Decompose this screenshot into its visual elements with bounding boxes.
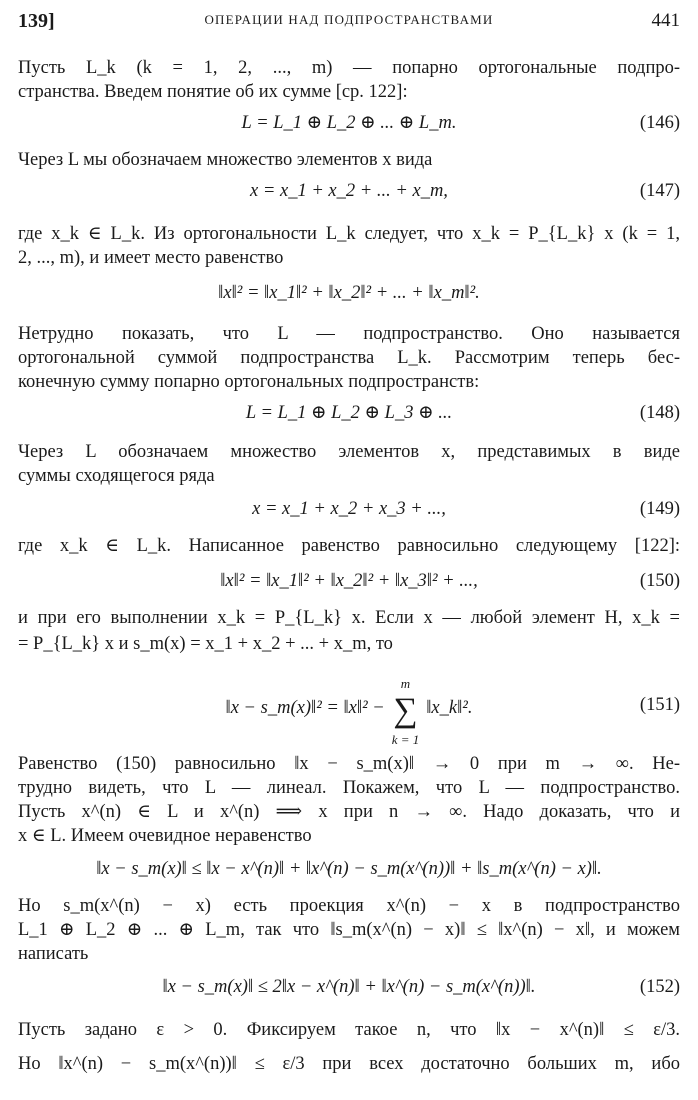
text-line: написать <box>18 944 89 964</box>
text-line: трудно видеть, что L — линеал. Покажем, что L — подпространство. <box>18 778 680 798</box>
equation <box>18 496 680 522</box>
equation <box>18 400 680 426</box>
section-number: 139] <box>18 10 55 32</box>
book-page <box>18 0 680 1100</box>
running-header <box>18 10 680 34</box>
text-line: и при его выполнении x_k = P_{L_k} x. Если x — любой элемент H, x_k = <box>18 608 680 628</box>
equation-number: (151) <box>639 695 680 715</box>
text-line: Через L обозначаем множество элементов x, представимых в виде <box>18 442 680 462</box>
equation-number: (146) <box>639 113 680 133</box>
equation-body: ‖x‖² = ‖x_1‖² + ‖x_2‖² + ‖x_3‖² + ..., <box>220 571 478 591</box>
equation-number: (147) <box>639 181 680 201</box>
text-line: 2, ..., m), и имеет место равенство <box>18 248 284 268</box>
equation-body: L = L_1 ⊕ L_2 ⊕ L_3 ⊕ ... <box>245 403 453 423</box>
equation-body: x = x_1 + x_2 + ... + x_m, <box>250 181 448 201</box>
text-line: конечную сумму попарно ортогональных подпространств: <box>18 372 480 392</box>
equation-body: ‖x − s_m(x)‖ ≤ ‖x − x^(n)‖ + ‖x^(n) − s_m(x^(n))‖ + ‖s_m(x^(n) − x)‖. <box>96 859 602 879</box>
summation-sign: ∑ m k = 1 <box>393 692 417 730</box>
equation-number: (149) <box>639 499 680 519</box>
summation-lower-limit: k = 1 <box>391 732 420 747</box>
summation-upper-limit: m <box>400 676 411 691</box>
text-line: Но s_m(x^(n) − x) есть проекция x^(n) − x в подпространство <box>18 896 680 916</box>
equation-body: ‖x − s_m(x)‖ ≤ 2‖x − x^(n)‖ + ‖x^(n) − s_m(x^(n))‖. <box>162 977 536 997</box>
page-number: 441 <box>651 10 680 31</box>
equation-number: (152) <box>639 977 680 997</box>
equation <box>18 974 680 1000</box>
text-line: странства. Введем понятие об их сумме [ср. 122]: <box>18 82 408 102</box>
equation <box>18 178 680 204</box>
equation <box>18 568 680 594</box>
text-line: Но ‖x^(n) − s_m(x^(n))‖ ≤ ε/3 при всех достаточно больших m, ибо <box>18 1054 680 1074</box>
text-line: Нетрудно показать, что L — подпространство. Оно называется <box>18 324 680 344</box>
text-line: ортогональной суммой подпространства L_k. Рассмотрим теперь бес- <box>18 348 680 368</box>
equation-right-part: ‖x_k‖². <box>426 698 473 718</box>
text-line: где x_k ∈ L_k. Из ортогональности L_k следует, что x_k = P_{L_k} x (k = 1, <box>18 224 680 244</box>
equation-body: x = x_1 + x_2 + x_3 + ..., <box>252 499 446 519</box>
equation <box>18 856 680 882</box>
text-line: = P_{L_k} x и s_m(x) = x_1 + x_2 + ... + x_m, то <box>18 634 393 654</box>
text-line: суммы сходящегося ряда <box>18 466 215 486</box>
text-line: Равенство (150) равносильно ‖x − s_m(x)‖ → 0 при m → ∞. Не- <box>18 754 680 774</box>
running-title: ОПЕРАЦИИ НАД ПОДПРОСТРАНСТВАМИ <box>204 12 494 27</box>
text-line: Пусть x^(n) ∈ L и x^(n) ⟹ x при n → ∞. Надо доказать, что и <box>18 802 680 822</box>
equation <box>18 280 680 306</box>
equation-body: ‖x‖² = ‖x_1‖² + ‖x_2‖² + ... + ‖x_m‖². <box>218 283 480 303</box>
text-line: L_1 ⊕ L_2 ⊕ ... ⊕ L_m, так что ‖s_m(x^(n) − x)‖ ≤ ‖x^(n) − x‖, и можем <box>18 920 680 940</box>
text-line: Пусть задано ε > 0. Фиксируем такое n, что ‖x − x^(n)‖ ≤ ε/3. <box>18 1020 680 1040</box>
equation <box>18 670 680 747</box>
equation <box>18 110 680 136</box>
text-line: Через L мы обозначаем множество элементов x вида <box>18 150 433 170</box>
equation-body: L = L_1 ⊕ L_2 ⊕ ... ⊕ L_m. <box>241 113 457 133</box>
equation-body <box>18 676 680 747</box>
equation-number: (148) <box>639 403 680 423</box>
text-line: x ∈ L. Имеем очевидное неравенство <box>18 826 312 846</box>
text-line: где x_k ∈ L_k. Написанное равенство равносильно следующему [122]: <box>18 536 680 556</box>
equation-number: (150) <box>639 571 680 591</box>
text-line: Пусть L_k (k = 1, 2, ..., m) — попарно ортогональные подпро- <box>18 58 680 78</box>
equation-left-part: ‖x − s_m(x)‖² = ‖x‖² − <box>225 698 385 718</box>
